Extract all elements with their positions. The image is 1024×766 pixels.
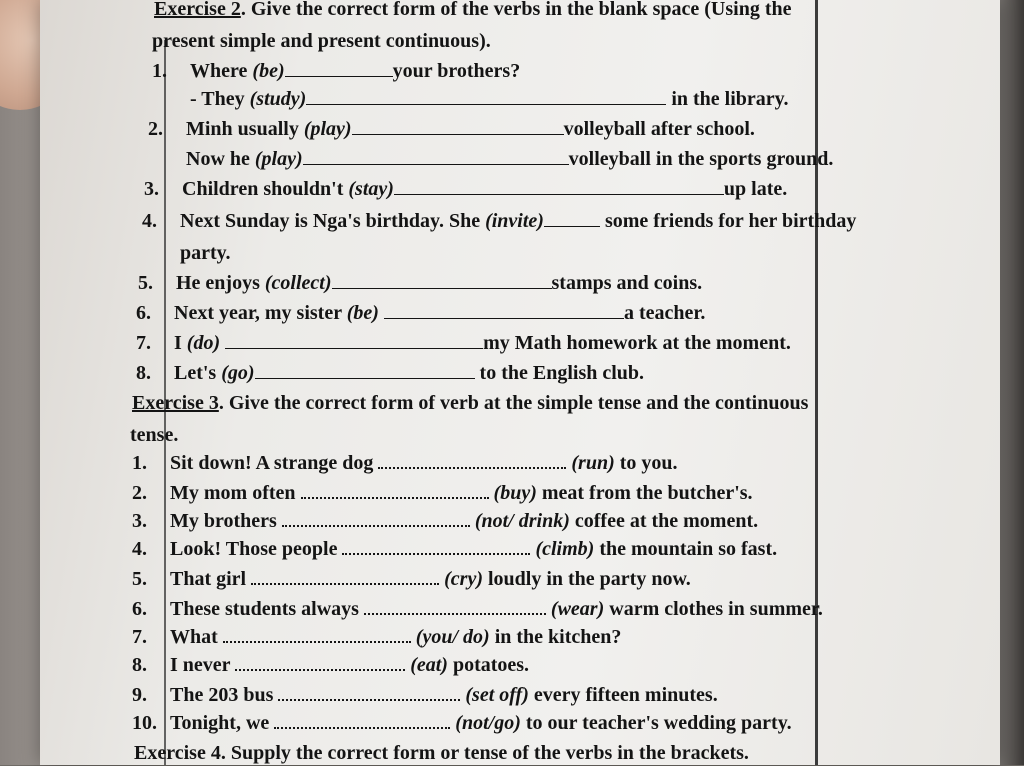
exercise2-number: Exercise 2 bbox=[154, 0, 241, 20]
answer-dots[interactable] bbox=[378, 451, 566, 469]
answer-blank[interactable] bbox=[352, 116, 564, 135]
exercise2-heading bbox=[154, 0, 792, 22]
ex2-item-4: 4. Next Sunday is Nga's birthday. She (invite) some friends for her birthday bbox=[142, 210, 857, 232]
ex2-item-6: 6. Next year, my sister (be) a teacher. bbox=[136, 302, 706, 324]
exercise4-heading: Exercise 4. Supply the correct form or tense of the verbs in the brackets. bbox=[134, 742, 749, 764]
ex2-item-4b: party. bbox=[180, 242, 231, 264]
ex3-item-10: 10. Tonight, we (not/go) to our teacher's wedding party. bbox=[132, 712, 792, 734]
ex3-item-9: 9. The 203 bus (set off) every fifteen minutes. bbox=[132, 684, 718, 706]
answer-dots[interactable] bbox=[235, 653, 405, 671]
ex3-item-4: 4. Look! Those people (climb) the mountain so fast. bbox=[132, 538, 778, 560]
answer-blank[interactable] bbox=[303, 146, 569, 165]
exercise3-heading-line2: tense. bbox=[130, 424, 179, 446]
answer-blank[interactable] bbox=[225, 330, 483, 349]
answer-dots[interactable] bbox=[274, 711, 450, 729]
answer-blank[interactable] bbox=[255, 360, 475, 379]
ex3-item-2: 2. My mom often (buy) meat from the butcher's. bbox=[132, 482, 753, 504]
exercise2-instruction: . Give the correct form of the verbs in the blank space (Using the bbox=[240, 0, 792, 20]
answer-dots[interactable] bbox=[223, 625, 411, 643]
answer-blank[interactable] bbox=[394, 176, 724, 195]
exercise3-number: Exercise 3 bbox=[132, 392, 219, 414]
ex2-item-2b: Now he (play) volleyball in the sports ground. bbox=[186, 148, 834, 170]
ex2-item-3: 3. Children shouldn't (stay) up late. bbox=[144, 178, 788, 200]
answer-blank[interactable] bbox=[332, 270, 552, 289]
exercise2-heading-line2: present simple and present continuous). bbox=[152, 30, 491, 52]
answer-dots[interactable] bbox=[251, 567, 439, 585]
answer-blank[interactable] bbox=[306, 86, 666, 105]
ex3-item-6: 6. These students always (wear) warm clothes in summer. bbox=[132, 598, 823, 620]
ex3-item-8: 8. I never (eat) potatoes. bbox=[132, 654, 530, 676]
exercise3-heading bbox=[132, 390, 808, 416]
ex2-item-8: 8. Let's (go) to the English club. bbox=[136, 362, 645, 384]
answer-blank[interactable] bbox=[285, 58, 393, 77]
answer-dots[interactable] bbox=[364, 597, 546, 615]
ex2-item-2: 2. Minh usually (play) volleyball after school. bbox=[148, 118, 755, 140]
worksheet-content bbox=[130, 0, 990, 765]
ex3-item-1: 1. Sit down! A strange dog (run) to you. bbox=[132, 452, 678, 474]
answer-blank[interactable] bbox=[384, 300, 624, 319]
answer-blank[interactable] bbox=[544, 208, 600, 227]
ex3-item-7: 7. What (you/ do) in the kitchen? bbox=[132, 626, 622, 648]
ex3-item-3: 3. My brothers (not/ drink) coffee at the moment. bbox=[132, 510, 759, 532]
ex3-item-5: 5. That girl (cry) loudly in the party now. bbox=[132, 568, 691, 590]
answer-dots[interactable] bbox=[282, 509, 470, 527]
ex2-item-1: 1. Where (be) your brothers? bbox=[152, 60, 521, 82]
ex2-item-7: 7. I (do) my Math homework at the moment. bbox=[136, 332, 791, 354]
ex2-item-5: 5. He enjoys (collect) stamps and coins. bbox=[138, 272, 703, 294]
answer-dots[interactable] bbox=[301, 481, 489, 499]
answer-dots[interactable] bbox=[278, 683, 460, 701]
ex2-item-1b: - They (study) in the library. bbox=[190, 88, 789, 110]
answer-dots[interactable] bbox=[342, 537, 530, 555]
exercise3-instruction: . Give the correct form of verb at the simple tense and the continuous bbox=[218, 392, 809, 414]
